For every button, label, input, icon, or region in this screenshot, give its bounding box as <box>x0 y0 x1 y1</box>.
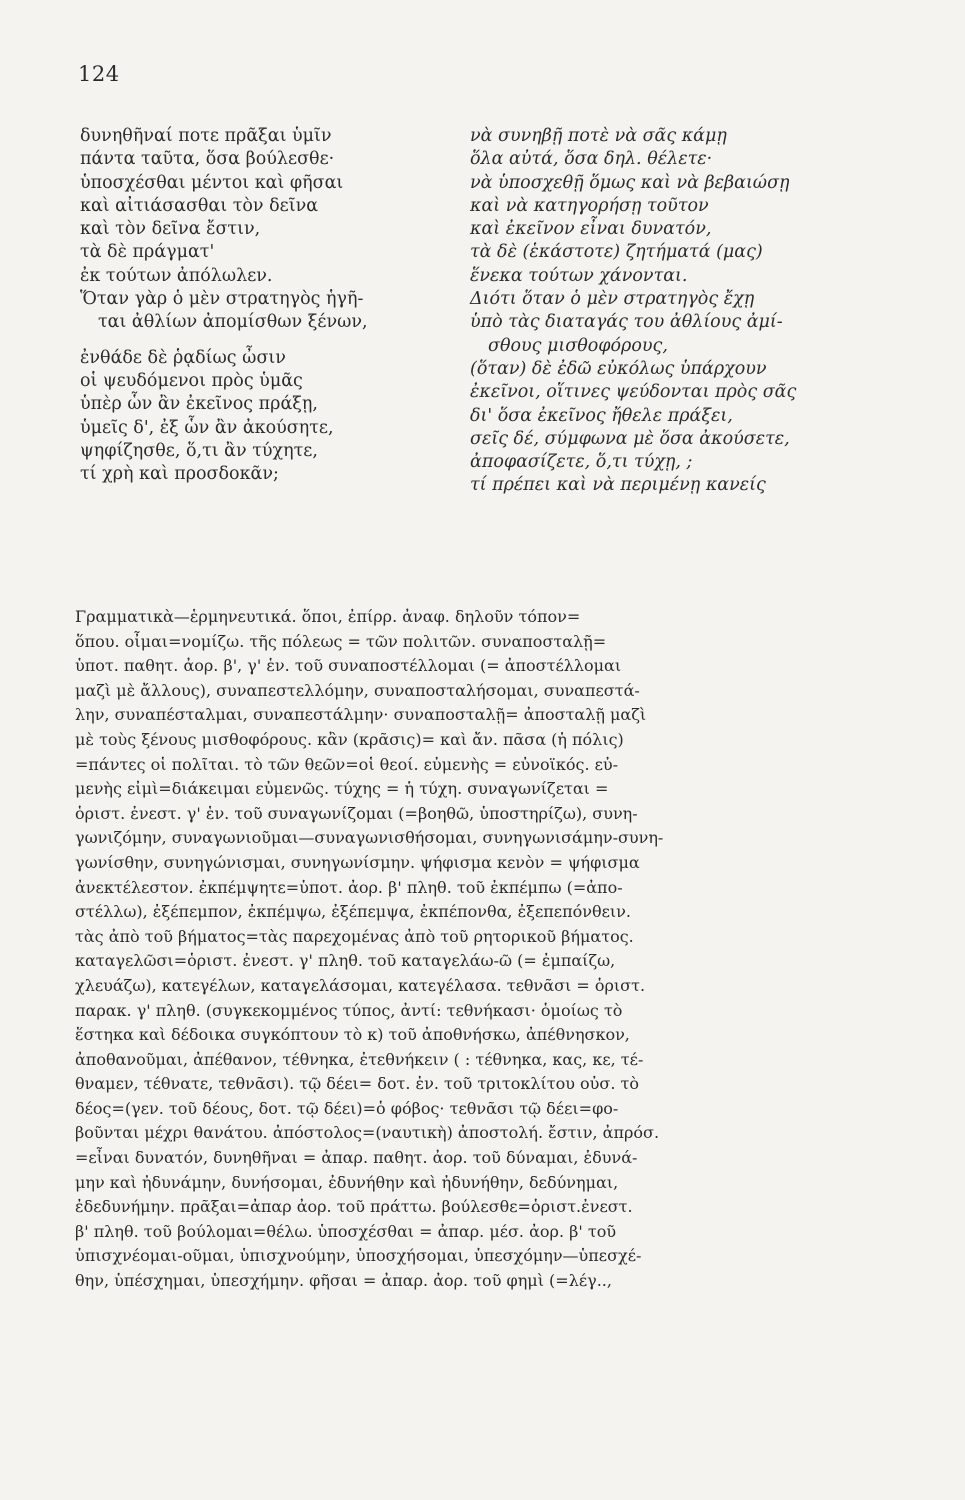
notes-line: στέλλω), ἐξέπεμπον, ἐκπέμψω, ἐξέπεμψα, ἐκπέπονθα, ἐξεπεπόνθειν. <box>75 902 631 922</box>
notes-line: γωνιζόμην, συναγωνιοῦμαι—συναγωνισθήσομαι, συνηγωνισάμην-συνη- <box>75 828 664 848</box>
translation-line: (ὅταν) δὲ ἐδῶ εὐκόλως ὑπάρχουν <box>470 358 767 379</box>
notes-line: ὅπου. οἶμαι=νομίζω. τῆς πόλεως = τῶν πολιτῶν. συναποσταλῇ= <box>75 631 607 651</box>
ancient-line: ἐνθάδε δὲ ῥᾳδίως ὦσιν <box>80 347 286 368</box>
ancient-line: οἱ ψευδόμενοι πρὸς ὑμᾶς <box>80 370 303 391</box>
translation-line: ἐκεῖνοι, οἵτινες ψεύδονται πρὸς σᾶς <box>470 382 797 403</box>
notes-line: τὰς ἀπὸ τοῦ βήματος=τὰς παρεχομένας ἀπὸ τοῦ ρητορικοῦ βήματος. <box>75 926 634 946</box>
notes-line: καταγελῶσι=ὁριστ. ἐνεστ. γ' πληθ. τοῦ καταγελάω-ῶ (= ἐμπαίζω, <box>75 951 616 971</box>
notes-line: ἕστηκα καὶ δέδοικα συγκόπτουν τὸ κ) τοῦ ἀποθνήσκω, ἀπέθνησκον, <box>75 1025 630 1045</box>
grammatical-notes <box>75 605 875 1294</box>
translation-line: ὅλα αὐτά, ὅσα δηλ. θέλετε· <box>470 149 713 170</box>
notes-line: θναμεν, τέθνατε, τεθνᾶσι). τῷ δέει= δοτ. ἑν. τοῦ τριτοκλίτου οὐσ. τὸ <box>75 1074 639 1094</box>
ancient-line: ὑπὲρ ὧν ἂν ἐκεῖνος πράξῃ, <box>80 394 318 415</box>
translation-line: σεῖς δέ, σύμφωνα μὲ ὅσα ἀκούσετε, <box>470 428 790 449</box>
notes-line: μαζὶ μὲ ἄλλους), συναπεστελλόμην, συναποσταλήσομαι, συναπεστά- <box>75 680 640 700</box>
ancient-line: καὶ αἰτιάσασθαι τὸν δεῖνα <box>80 195 319 216</box>
notes-line: θην, ὑπέσχημαι, ὑπεσχήμην. φῆσαι = ἀπαρ. ἀορ. τοῦ φημὶ (=λέγ.., <box>75 1271 612 1291</box>
notes-line: ἀνεκτέλεστον. ἐκπέμψητε=ὑποτ. ἀορ. β' πληθ. τοῦ ἐκπέμπω (=ἀπο- <box>75 877 623 897</box>
notes-line: μενὴς εἰμὶ=διάκειμαι εὐμενῶς. τύχης = ἡ τύχη. συναγωνίζεται = <box>75 779 609 799</box>
translation-line: νὰ συνηβῇ ποτὲ νὰ σᾶς κάμῃ <box>470 126 727 146</box>
notes-line: γωνίσθην, συνηγώνισμαι, συνηγωνίσμην. ψήφισμα κενὸν = ψήφισμα <box>75 852 640 872</box>
notes-line: μὲ τοὺς ξένους μισθοφόρους. κἂν (κρᾶσις)= καὶ ἄν. πᾶσα (ἡ πόλις) <box>75 729 624 749</box>
ancient-line: καὶ τὸν δεῖνα ἔστιν, <box>80 219 261 240</box>
translation-line: καὶ νὰ κατηγορήσῃ τοῦτον <box>470 195 709 216</box>
notes-line: ἐδεδυνήμην. πρᾶξαι=ἀπαρ ἀορ. τοῦ πράττω. βούλεσθε=ὁριστ.ἐνεστ. <box>75 1197 633 1217</box>
ancient-line: ὑποσχέσθαι μέντοι καὶ φῆσαι <box>80 172 344 193</box>
ancient-text-column <box>80 125 450 486</box>
ancient-line: ἐκ τούτων ἀπόλωλεν. <box>80 265 273 286</box>
translation-line: Διότι ὅταν ὁ μὲν στρατηγὸς ἔχῃ <box>470 289 755 310</box>
ancient-line: Ὅταν γὰρ ὁ μὲν στρατηγὸς ἡγῆ- <box>80 289 364 310</box>
ancient-line: ψηφίζησθε, ὅ,τι ἂν τύχητε, <box>80 440 318 461</box>
notes-line: χλευάζω), κατεγέλων, καταγελάσομαι, κατεγέλασα. τεθνᾶσι = ὁριστ. <box>75 975 646 995</box>
ancient-line: πάντα ταῦτα, ὅσα βούλεσθε· <box>80 149 335 170</box>
translation-line: δι' ὅσα ἐκεῖνος ἤθελε πράξει, <box>470 405 733 426</box>
translation-line: ὑπὸ τὰς διαταγάς του ἀθλίους ἀμί- <box>470 312 783 333</box>
translation-line: καὶ ἐκεῖνον εἶναι δυνατόν, <box>470 219 712 240</box>
stanza-gap <box>80 335 450 347</box>
translation-line: ἕνεκα τούτων χάνονται. <box>470 265 688 286</box>
notes-line: ὑπισχνέομαι-οῦμαι, ὑπισχνούμην, ὑποσχήσομαι, ὑπεσχόμην—ὑπεσχέ- <box>75 1246 642 1266</box>
translation-line: σθους μισθοφόρους, <box>488 335 668 356</box>
ancient-line: ται ἀθλίων ἀπομίσθων ξένων, <box>98 312 368 333</box>
notes-line: βοῦνται μέχρι θανάτου. ἀπόστολος=(ναυτικὴ) ἀποστολή. ἔστιν, ἀπρόσ. <box>75 1123 660 1143</box>
notes-line: Γραμματικὰ—ἑρμηνευτικά. ὅποι, ἐπίρρ. ἀναφ. δηλοῦν τόπον= <box>75 607 581 626</box>
notes-line: μην καὶ ἠδυνάμην, δυνήσομαι, ἐδυνήθην καὶ ἠδυνήθην, δεδύνημαι, <box>75 1172 619 1192</box>
translation-line: τὰ δὲ (ἑκάστοτε) ζητήματά (μας) <box>470 242 763 263</box>
translation-line: ἀποφασίζετε, ὅ,τι τύχῃ, ; <box>470 452 693 473</box>
ancient-line: τί χρὴ καὶ προσδοκᾶν; <box>80 464 279 485</box>
notes-line: ἀποθανοῦμαι, ἀπέθανον, τέθνηκα, ἐτεθνήκειν ( : τέθνηκα, κας, κε, τέ- <box>75 1049 644 1069</box>
modern-translation-column <box>470 125 890 498</box>
notes-line: β' πληθ. τοῦ βούλομαι=θέλω. ὑποσχέσθαι = ἀπαρ. μέσ. ἀορ. β' τοῦ <box>75 1221 617 1241</box>
ancient-line: ὑμεῖς δ', ἐξ ὧν ἂν ἀκούσητε, <box>80 417 334 438</box>
notes-line: =εἶναι δυνατόν, δυνηθῆναι = ἀπαρ. παθητ. ἀορ. τοῦ δύναμαι, ἐδυνά- <box>75 1148 638 1168</box>
translation-line: τί πρέπει καὶ νὰ περιμένῃ κανείς <box>470 475 766 496</box>
notes-line: λην, συναπέσταλμαι, συναπεστάλμην· συναποσταλῇ= ἀποσταλῇ μαζὶ <box>75 705 647 725</box>
ancient-line: τὰ δὲ πράγματ' <box>80 242 215 263</box>
notes-line: ὁριστ. ἐνεστ. γ' ἑν. τοῦ συναγωνίζομαι (=βοηθῶ, ὑποστηρίζω), συνη- <box>75 803 638 823</box>
notes-line: δέος=(γεν. τοῦ δέους, δοτ. τῷ δέει)=ὁ φόβος· τεθνᾶσι τῷ δέει=φο- <box>75 1098 619 1118</box>
notes-line: παρακ. γ' πληθ. (συγκεκομμένος τύπος, ἀντί: τεθνήκασι· ὁμοίως τὸ <box>75 1000 623 1020</box>
notes-line: =πάντες οἱ πολῖται. τὸ τῶν θεῶν=οἱ θεοί. εὐμενὴς = εὐνοϊκός. εὐ- <box>75 754 619 774</box>
notes-line: ὑποτ. παθητ. ἀορ. β', γ' ἑν. τοῦ συναποστέλλομαι (= ἀποστέλλομαι <box>75 656 622 676</box>
translation-line: νὰ ὑποσχεθῇ ὅμως καὶ νὰ βεβαιώσῃ <box>470 172 790 193</box>
ancient-line: δυνηθῆναί ποτε πρᾶξαι ὑμῖν <box>80 126 332 146</box>
page-number: 124 <box>78 62 120 86</box>
